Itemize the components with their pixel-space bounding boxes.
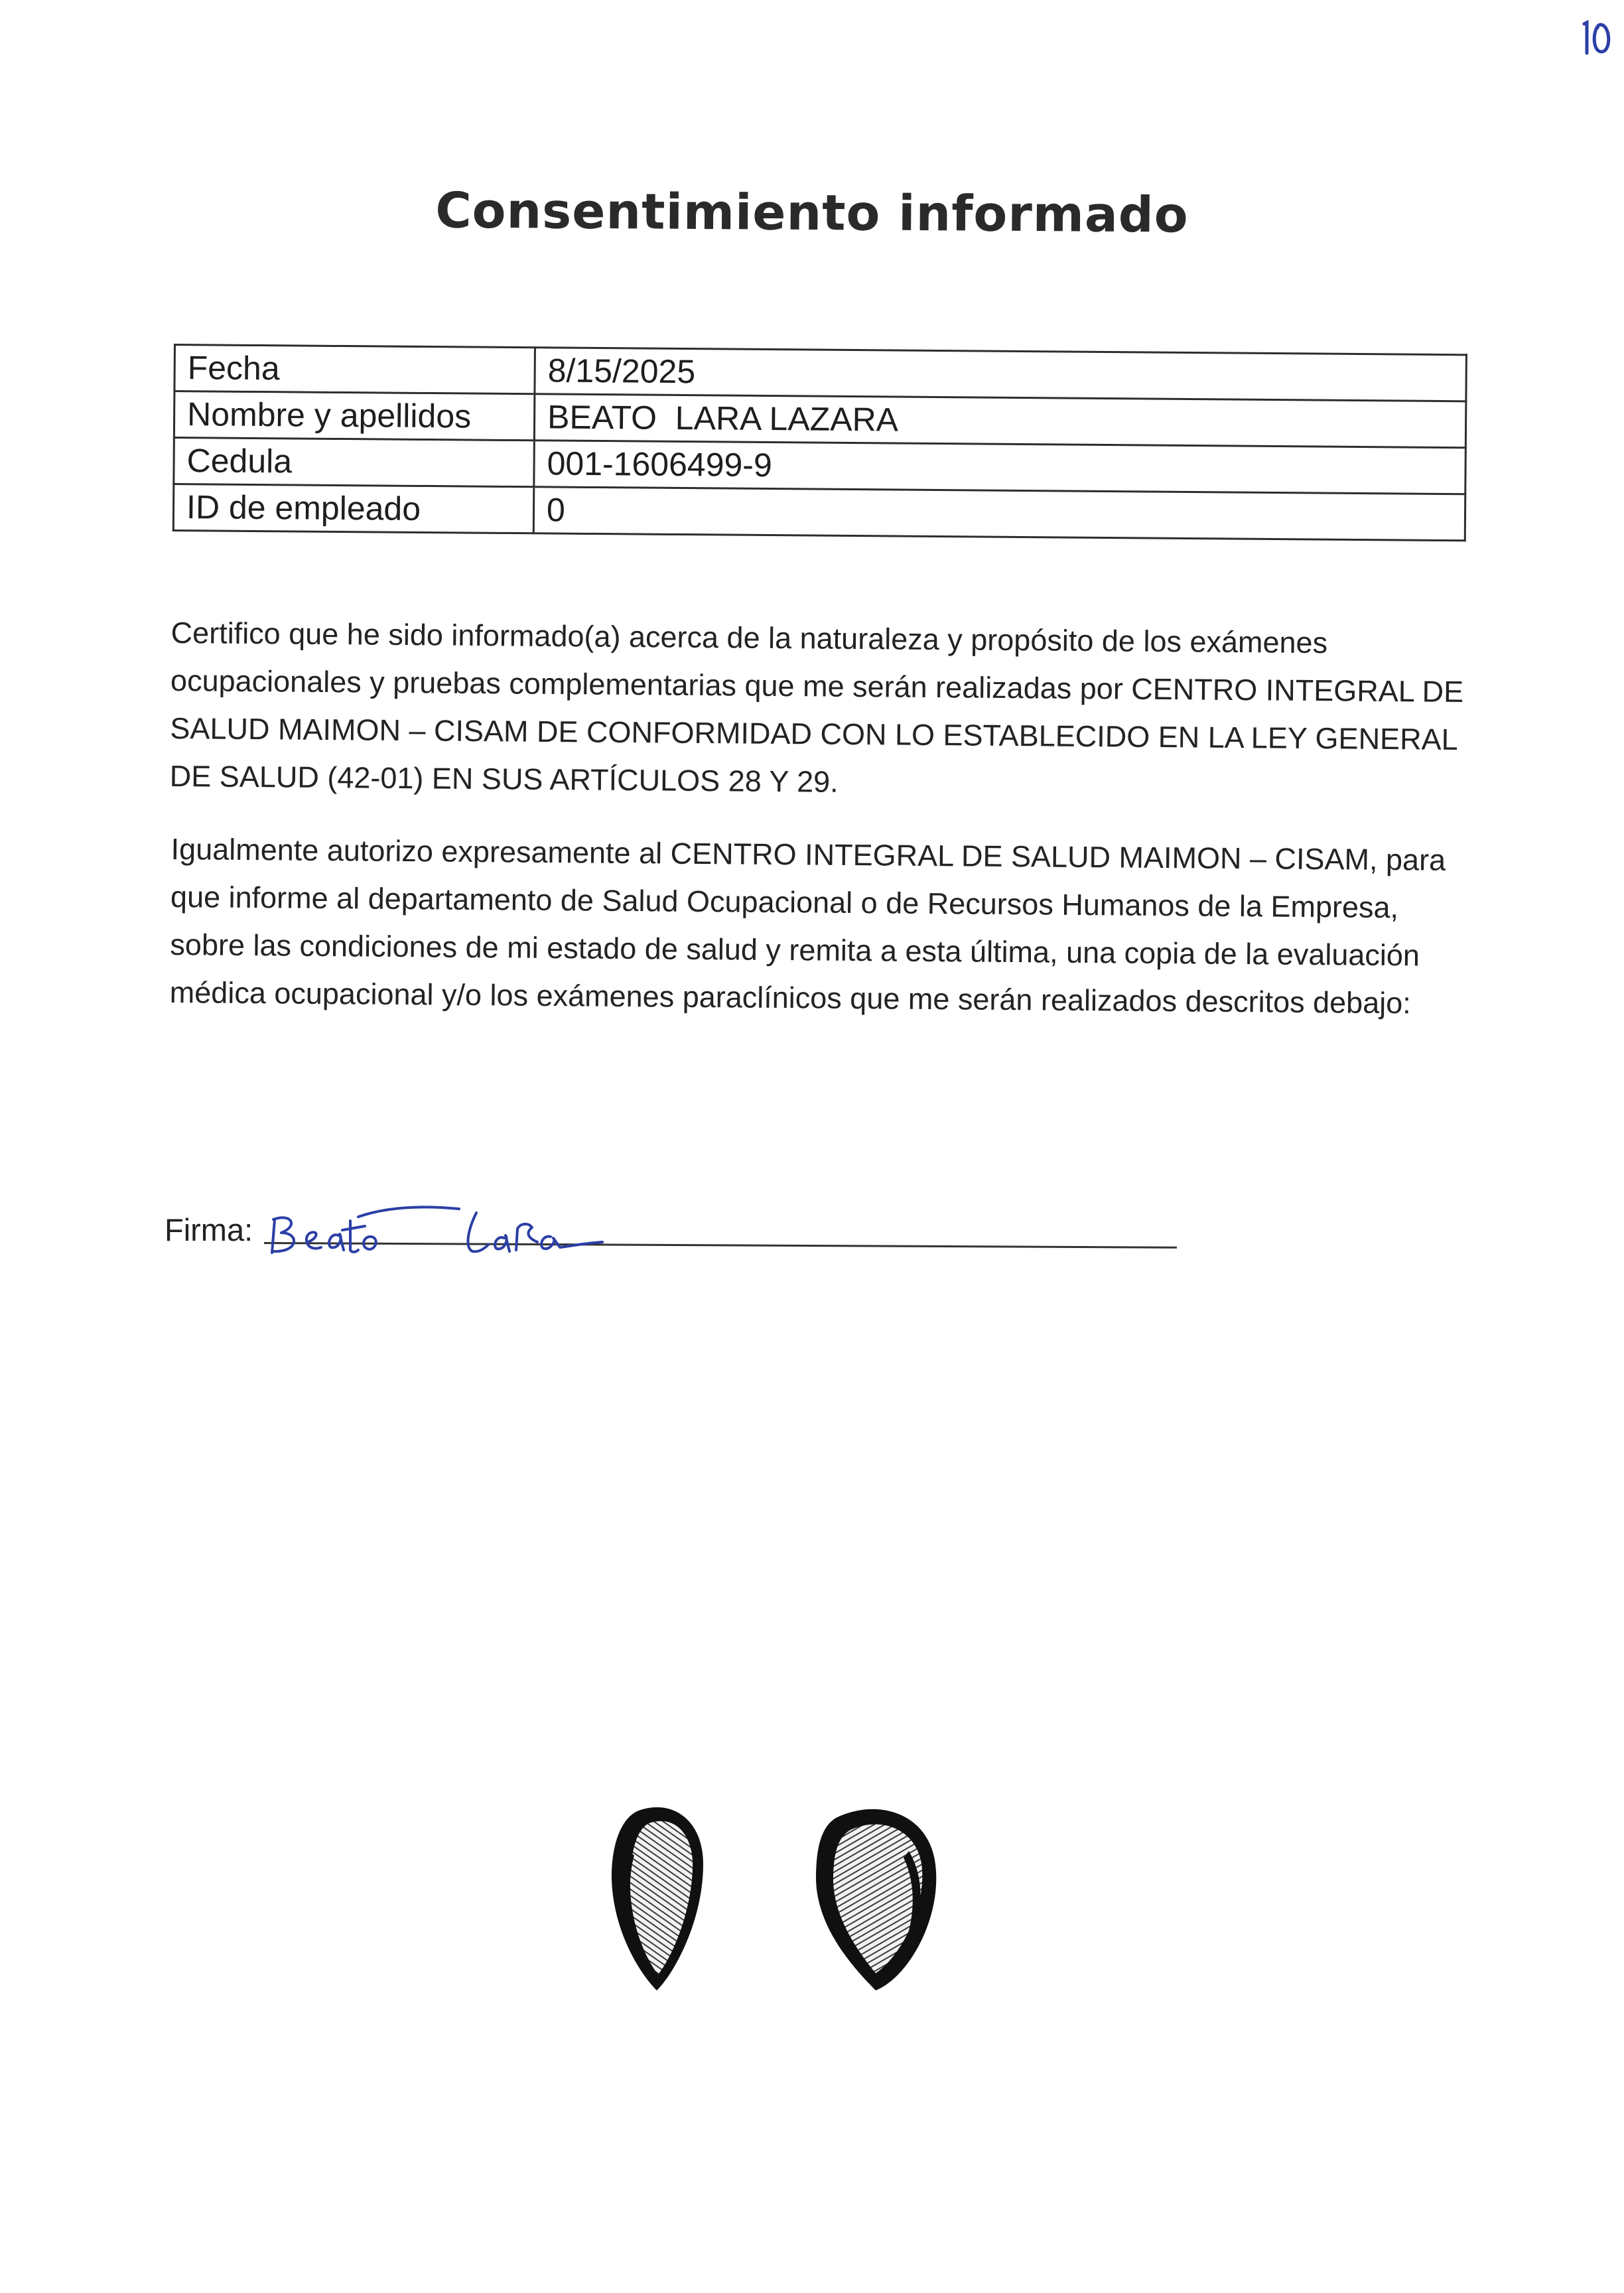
certification-paragraph: Certifico que he sido informado(a) acerca de la naturaleza y propósito de los exámenes ocupacionales y pruebas complementarias que me serán realizadas por CENTRO INTEGRAL DE SALUD MAIMON – CISAM DE CONFORMIDAD CON LO ESTABLECIDO EN LA LEY GENERAL DE SALUD (42-01) EN SUS ARTÍCULOS 28 Y 29. xyxy=(169,615,1464,799)
fecha-label: Fecha xyxy=(174,345,535,394)
nombre-value: BEATO LARA LAZARA xyxy=(534,394,1466,448)
employee-info-table xyxy=(172,344,1467,541)
table-row xyxy=(173,484,1465,541)
cedula-value: 001-1606499-9 xyxy=(534,441,1466,494)
handwritten-signature xyxy=(265,1189,624,1269)
right-fingerprint-icon xyxy=(816,1809,936,1990)
left-fingerprint-icon xyxy=(612,1807,703,1990)
signature-label: Firma: xyxy=(165,1212,253,1247)
fingerprints xyxy=(597,1791,969,2030)
id-empleado-label: ID de empleado xyxy=(173,484,534,533)
id-empleado-value: 0 xyxy=(533,487,1465,541)
fecha-value: 8/15/2025 xyxy=(535,348,1467,401)
cedula-label: Cedula xyxy=(174,438,535,487)
document-title: Consentimiento informado xyxy=(435,182,1189,244)
nombre-label: Nombre y apellidos xyxy=(174,391,535,441)
authorization-paragraph: Igualmente autorizo expresamente al CENTRO INTEGRAL DE SALUD MAIMON – CISAM, para que informe al departamento de Salud Ocupacional o de Recursos Humanos de la Empresa, sobre las condiciones de mi estado de salud y remita a esta última, una copia de la evaluación médica ocupacional y/o los exámenes paraclínicos que me serán realizados descritos debajo: xyxy=(169,831,1446,1020)
handwritten-page-number xyxy=(1578,12,1617,65)
